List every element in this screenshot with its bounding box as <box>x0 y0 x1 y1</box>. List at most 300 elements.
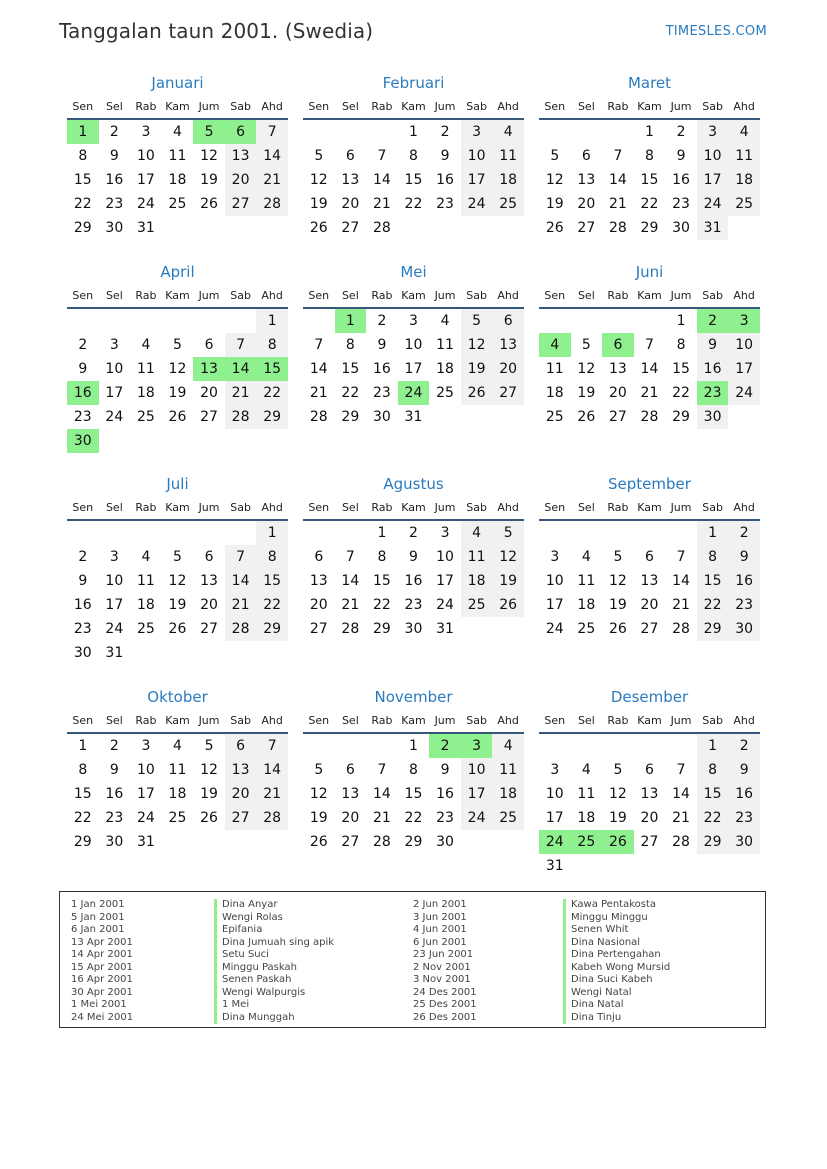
day-cell: 1 <box>697 734 729 758</box>
day-cell: 3 <box>550 762 560 778</box>
empty-cell <box>193 521 225 545</box>
weekday-label: Sel <box>577 500 595 514</box>
day-cell: 16 <box>105 172 124 188</box>
empty-cell <box>366 734 398 758</box>
month-februari <box>303 72 524 240</box>
empty-cell <box>539 521 571 545</box>
day-cell: 30 <box>105 220 124 236</box>
day-cell: 25 <box>136 409 155 425</box>
day-cell: 23 <box>372 385 391 401</box>
day-cell: 26 <box>309 834 328 850</box>
day-cell: 7 <box>225 545 257 569</box>
day-cell: 9 <box>728 758 760 782</box>
empty-cell <box>665 734 697 758</box>
day-cell-holiday: 6 <box>225 120 257 144</box>
day-cell: 17 <box>697 168 729 192</box>
day-cell: 30 <box>728 617 760 641</box>
day-cell: 21 <box>608 196 627 212</box>
day-cell: 21 <box>372 810 391 826</box>
day-cell: 4 <box>141 549 151 565</box>
day-cell: 8 <box>78 762 88 778</box>
day-cell: 13 <box>492 333 524 357</box>
day-cell-holiday: 6 <box>602 333 634 357</box>
day-cell: 21 <box>672 810 690 826</box>
day-cell: 11 <box>136 361 155 377</box>
empty-cell <box>67 521 99 545</box>
weekday-header <box>303 283 524 309</box>
day-cell: 17 <box>436 573 454 589</box>
day-cell: 20 <box>640 810 659 826</box>
holiday-date: 2 Nov 2001 <box>413 961 471 973</box>
day-cell: 4 <box>173 124 182 140</box>
day-cell: 17 <box>105 597 124 613</box>
day-cell: 7 <box>676 762 686 778</box>
day-cell: 19 <box>577 385 596 401</box>
day-cell-holiday: 2 <box>697 309 729 333</box>
holiday-date: 1 Jan 2001 <box>71 899 125 910</box>
day-cell: 27 <box>640 621 659 637</box>
day-cell: 20 <box>200 597 218 613</box>
day-cell: 27 <box>200 409 218 425</box>
weekday-label: Rab <box>135 99 157 113</box>
empty-cell <box>602 521 634 545</box>
day-cell: 6 <box>492 309 524 333</box>
weekday-label: Sel <box>105 713 123 727</box>
day-cell: 15 <box>672 361 690 377</box>
empty-cell <box>602 120 634 144</box>
weekday-label: Ahd <box>497 99 519 113</box>
day-cell-holiday: 1 <box>67 120 99 144</box>
weekday-header <box>539 495 760 521</box>
day-cell: 26 <box>461 381 493 405</box>
weekday-label: Sel <box>341 500 359 514</box>
day-cell: 6 <box>204 337 214 353</box>
day-cell-holiday: 24 <box>398 381 430 405</box>
weekday-label: Sab <box>230 713 251 727</box>
empty-cell <box>193 309 225 333</box>
weekday-label: Sen <box>308 99 330 113</box>
holiday-date: 24 Des 2001 <box>413 986 477 998</box>
weekday-label: Sen <box>72 99 94 113</box>
empty-cell <box>335 521 367 545</box>
weekday-label: Ahd <box>733 713 755 727</box>
weekday-label: Kam <box>637 99 662 113</box>
day-cell: 17 <box>461 168 493 192</box>
day-cell: 11 <box>728 144 760 168</box>
day-cell: 9 <box>377 337 387 353</box>
day-cell: 19 <box>608 810 627 826</box>
holiday-date: 24 Mei 2001 <box>71 1011 134 1023</box>
day-cell: 15 <box>341 361 360 377</box>
day-cell: 18 <box>436 361 454 377</box>
day-cell: 8 <box>345 337 355 353</box>
day-cell: 2 <box>409 525 418 541</box>
weekday-label: Sab <box>466 288 487 302</box>
day-cell: 18 <box>136 597 155 613</box>
day-cell-holiday: 24 <box>539 830 571 854</box>
day-cell: 22 <box>73 196 92 212</box>
empty-cell <box>571 521 603 545</box>
holiday-date: 25 Des 2001 <box>413 999 477 1010</box>
empty-cell <box>225 309 257 333</box>
day-cell: 15 <box>697 569 729 593</box>
day-cell: 27 <box>341 834 360 850</box>
holiday-date: 4 Jun 2001 <box>413 924 467 935</box>
weekday-label: Ahd <box>497 500 519 514</box>
day-cell-holiday: 2 <box>429 734 461 758</box>
holiday-date: 15 Apr 2001 <box>71 961 133 973</box>
weekday-label: Sel <box>341 713 359 727</box>
day-cell: 16 <box>105 786 124 802</box>
day-cell: 19 <box>545 196 564 212</box>
day-cell: 3 <box>109 549 119 565</box>
holiday-name: Dina Munggah <box>214 1012 334 1025</box>
day-grid <box>303 120 524 240</box>
month-name: Juli <box>166 475 189 493</box>
day-cell: 22 <box>256 593 288 617</box>
empty-cell <box>634 734 666 758</box>
day-cell: 8 <box>676 337 686 353</box>
weekday-label: Rab <box>371 288 393 302</box>
day-cell-holiday: 23 <box>697 381 729 405</box>
month-name: Februari <box>382 74 445 92</box>
day-cell: 2 <box>109 738 119 754</box>
day-cell: 7 <box>613 148 623 164</box>
day-cell: 26 <box>577 409 596 425</box>
day-cell: 12 <box>492 545 524 569</box>
day-cell: 7 <box>256 120 288 144</box>
day-grid <box>67 120 288 240</box>
day-cell: 16 <box>404 573 423 589</box>
day-cell: 29 <box>256 617 288 641</box>
day-cell: 18 <box>492 782 524 806</box>
weekday-label: Jum <box>434 500 456 514</box>
weekday-label: Kam <box>165 99 190 113</box>
holiday-date: 3 Nov 2001 <box>413 974 471 985</box>
weekday-label: Kam <box>165 288 190 302</box>
day-cell: 20 <box>608 385 627 401</box>
empty-cell <box>303 734 335 758</box>
day-cell: 22 <box>341 385 360 401</box>
empty-cell <box>571 734 603 758</box>
month-agustus <box>303 473 524 641</box>
weekday-label: Jum <box>434 713 456 727</box>
day-cell: 8 <box>697 758 729 782</box>
day-cell: 16 <box>372 361 391 377</box>
day-cell: 6 <box>314 549 324 565</box>
day-cell: 16 <box>436 786 454 802</box>
weekday-label: Kam <box>401 713 426 727</box>
day-cell: 23 <box>728 593 760 617</box>
day-cell: 25 <box>728 192 760 216</box>
month-desember <box>539 686 760 878</box>
day-cell: 25 <box>545 409 564 425</box>
day-cell: 23 <box>73 409 92 425</box>
day-cell: 13 <box>640 573 659 589</box>
day-grid <box>539 120 760 240</box>
day-cell: 28 <box>372 220 391 236</box>
day-cell: 2 <box>78 337 88 353</box>
day-cell: 22 <box>256 381 288 405</box>
day-cell: 13 <box>225 758 257 782</box>
day-cell: 5 <box>613 549 623 565</box>
month-name: Januari <box>151 74 204 92</box>
holiday-name: Wengi Walpurgis <box>214 987 334 1000</box>
day-cell: 27 <box>225 806 257 830</box>
day-cell: 21 <box>672 597 690 613</box>
day-cell: 11 <box>577 573 596 589</box>
day-cell: 8 <box>409 762 418 778</box>
empty-cell <box>130 521 162 545</box>
holiday-name: Dina Tinju <box>563 1012 670 1025</box>
empty-cell <box>335 734 367 758</box>
empty-cell <box>571 309 603 333</box>
day-cell: 5 <box>613 762 623 778</box>
day-cell: 9 <box>676 148 686 164</box>
day-cell: 9 <box>78 573 88 589</box>
month-maret <box>539 72 760 240</box>
day-cell: 5 <box>581 337 591 353</box>
weekday-label: Ahd <box>261 500 283 514</box>
holiday-name: Senen Whit <box>563 924 670 937</box>
day-cell: 28 <box>672 834 690 850</box>
weekday-label: Kam <box>165 713 190 727</box>
day-cell: 18 <box>168 786 187 802</box>
empty-cell <box>303 120 335 144</box>
weekday-label: Sab <box>702 288 723 302</box>
day-cell: 11 <box>492 758 524 782</box>
day-cell: 4 <box>728 120 760 144</box>
holiday-date: 6 Jan 2001 <box>71 924 125 935</box>
day-cell: 26 <box>168 409 187 425</box>
day-cell: 11 <box>136 573 155 589</box>
day-cell: 25 <box>168 810 187 826</box>
day-cell: 18 <box>577 810 596 826</box>
day-cell: 10 <box>461 758 493 782</box>
day-cell: 21 <box>225 381 257 405</box>
day-cell: 21 <box>372 196 391 212</box>
day-cell: 31 <box>404 409 423 425</box>
day-cell: 20 <box>492 357 524 381</box>
day-cell: 8 <box>256 333 288 357</box>
day-cell: 21 <box>309 385 328 401</box>
weekday-header <box>67 94 288 120</box>
month-juni <box>539 261 760 429</box>
weekday-label: Sel <box>341 288 359 302</box>
day-cell: 28 <box>608 220 627 236</box>
day-cell: 15 <box>404 786 423 802</box>
day-cell: 1 <box>697 521 729 545</box>
holiday-date: 23 Jun 2001 <box>413 949 474 960</box>
day-cell: 10 <box>436 549 454 565</box>
day-cell: 20 <box>341 810 360 826</box>
day-cell: 5 <box>314 762 324 778</box>
holiday-name: Dina Jumuah sing apik <box>214 937 334 950</box>
day-cell-holiday: 4 <box>539 333 571 357</box>
day-cell: 3 <box>109 337 119 353</box>
day-cell: 19 <box>309 196 328 212</box>
empty-cell <box>665 521 697 545</box>
day-cell: 8 <box>409 148 418 164</box>
day-cell: 15 <box>256 569 288 593</box>
day-cell: 19 <box>461 357 493 381</box>
day-cell: 30 <box>728 830 760 854</box>
day-cell: 21 <box>256 782 288 806</box>
day-cell: 2 <box>440 124 450 140</box>
day-cell: 7 <box>314 337 324 353</box>
day-cell: 17 <box>136 786 155 802</box>
day-cell: 10 <box>136 762 155 778</box>
holiday-name: Dina Suci Kabeh <box>563 974 670 987</box>
weekday-label: Ahd <box>733 500 755 514</box>
empty-cell <box>303 521 335 545</box>
day-cell-holiday: 1 <box>335 309 367 333</box>
holiday-date: 5 Jan 2001 <box>71 911 125 923</box>
day-cell: 28 <box>372 834 391 850</box>
weekday-label: Sen <box>308 713 330 727</box>
day-grid <box>539 734 760 878</box>
day-cell: 7 <box>676 549 686 565</box>
day-cell: 24 <box>545 621 564 637</box>
day-cell: 5 <box>314 148 324 164</box>
day-cell: 22 <box>404 810 423 826</box>
day-cell: 12 <box>577 361 596 377</box>
day-cell: 24 <box>436 597 454 613</box>
day-cell: 21 <box>341 597 360 613</box>
brand-link[interactable]: TIMESLES.COM <box>665 24 767 39</box>
weekday-header <box>539 283 760 309</box>
day-cell: 31 <box>697 216 729 240</box>
day-cell: 31 <box>136 220 155 236</box>
weekday-label: Sab <box>466 500 487 514</box>
month-name: Maret <box>627 74 672 92</box>
weekday-label: Jum <box>198 713 220 727</box>
holiday-date: 14 Apr 2001 <box>71 949 133 960</box>
day-cell: 11 <box>461 545 493 569</box>
day-cell: 23 <box>436 196 454 212</box>
day-cell: 4 <box>492 120 524 144</box>
day-cell: 12 <box>309 172 328 188</box>
holiday-name: Kawa Pentakosta <box>563 899 670 912</box>
day-cell: 10 <box>404 337 423 353</box>
day-cell: 31 <box>136 834 155 850</box>
weekday-label: Jum <box>670 99 692 113</box>
holiday-name: Dina Nasional <box>563 937 670 950</box>
weekday-label: Sab <box>466 99 487 113</box>
day-cell: 28 <box>225 405 257 429</box>
day-grid <box>303 309 524 429</box>
day-cell: 29 <box>672 409 690 425</box>
day-cell: 5 <box>550 148 560 164</box>
holiday-name: Wengi Rolas <box>214 912 334 925</box>
day-cell: 26 <box>200 196 218 212</box>
day-cell: 15 <box>697 782 729 806</box>
day-cell: 3 <box>461 120 493 144</box>
day-cell-holiday: 13 <box>193 357 225 381</box>
day-cell: 2 <box>109 124 119 140</box>
day-cell: 30 <box>73 645 92 661</box>
day-cell-holiday: 25 <box>571 830 603 854</box>
day-cell: 23 <box>728 806 760 830</box>
day-cell: 2 <box>78 549 88 565</box>
empty-cell <box>539 734 571 758</box>
day-cell: 22 <box>697 806 729 830</box>
holiday-name: Minggu Minggu <box>563 912 670 925</box>
holiday-name: Dina Natal <box>563 999 670 1012</box>
day-cell: 23 <box>105 810 124 826</box>
day-cell: 22 <box>697 593 729 617</box>
day-cell: 14 <box>256 758 288 782</box>
day-cell: 9 <box>440 762 450 778</box>
day-cell: 14 <box>672 573 690 589</box>
day-cell: 5 <box>173 549 182 565</box>
day-cell: 19 <box>492 569 524 593</box>
month-november <box>303 686 524 854</box>
weekday-label: Sen <box>544 288 566 302</box>
day-cell: 5 <box>173 337 182 353</box>
day-cell: 27 <box>492 381 524 405</box>
day-cell: 12 <box>608 573 627 589</box>
day-cell: 30 <box>105 834 124 850</box>
day-cell: 10 <box>545 786 564 802</box>
empty-cell <box>539 309 571 333</box>
weekday-label: Sen <box>72 713 94 727</box>
day-cell: 28 <box>256 192 288 216</box>
day-cell: 1 <box>256 521 288 545</box>
day-grid <box>303 521 524 641</box>
day-cell: 9 <box>697 333 729 357</box>
day-cell: 8 <box>697 545 729 569</box>
weekday-header <box>303 495 524 521</box>
day-cell: 29 <box>697 830 729 854</box>
day-cell: 7 <box>256 734 288 758</box>
month-juli <box>67 473 288 665</box>
day-cell: 27 <box>200 621 218 637</box>
day-cell: 11 <box>492 144 524 168</box>
day-cell: 14 <box>225 569 257 593</box>
weekday-label: Rab <box>371 500 393 514</box>
day-cell: 23 <box>672 196 690 212</box>
day-cell: 12 <box>608 786 627 802</box>
day-cell: 25 <box>461 593 493 617</box>
holiday-date: 16 Apr 2001 <box>71 974 133 985</box>
empty-cell <box>634 521 666 545</box>
month-januari <box>67 72 288 240</box>
day-cell: 12 <box>200 762 218 778</box>
day-cell: 18 <box>136 385 155 401</box>
day-cell: 14 <box>341 573 360 589</box>
holiday-name: Dina Pertengahan <box>563 949 670 962</box>
weekday-label: Rab <box>135 500 157 514</box>
month-oktober <box>67 686 288 854</box>
day-cell: 9 <box>409 549 418 565</box>
day-cell: 17 <box>105 385 124 401</box>
weekday-label: Ahd <box>733 99 755 113</box>
day-cell: 27 <box>309 621 328 637</box>
weekday-label: Sen <box>308 288 330 302</box>
day-cell: 29 <box>341 409 360 425</box>
day-cell: 6 <box>645 549 654 565</box>
weekday-header <box>67 708 288 734</box>
empty-cell <box>335 120 367 144</box>
day-cell: 5 <box>492 521 524 545</box>
day-cell: 31 <box>545 858 564 874</box>
day-cell: 3 <box>697 120 729 144</box>
day-cell: 13 <box>309 573 328 589</box>
weekday-label: Sen <box>72 288 94 302</box>
weekday-header <box>67 495 288 521</box>
day-cell: 8 <box>256 545 288 569</box>
